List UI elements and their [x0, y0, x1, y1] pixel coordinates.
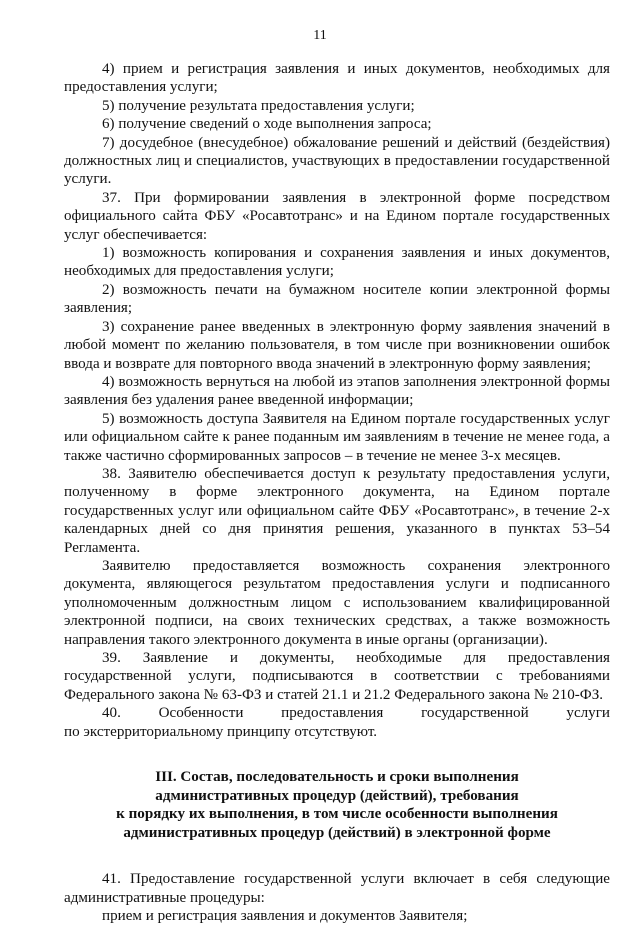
paragraph-37-item-5: 5) возможность доступа Заявителя на Едином портале государственных услуг или официальном сайте к ранее поданным им заявлениям в течение не менее года, а также частично сформированных запросов – в течение не менее 3-х месяцев.	[64, 410, 610, 464]
paragraph-item-7: 7) досудебное (внесудебное) обжалование решений и действий (бездействия) должностных лиц и специалистов, участвующих в предоставлении государственной услуги.	[64, 134, 610, 188]
paragraph-item-4: 4) прием и регистрация заявления и иных документов, необходимых для предоставления услуги;	[64, 61, 610, 96]
section-heading-line: административных процедур (действий), требования	[155, 787, 519, 804]
paragraph-37-item-1: 1) возможность копирования и сохранения заявления и иных документов, необходимых для предоставления услуги;	[64, 245, 610, 280]
paragraph-item-5: 5) получение результата предоставления услуги;	[102, 97, 415, 114]
section-heading-line: III. Состав, последовательность и сроки выполнения	[155, 769, 519, 786]
paragraph-37-item-4: 4) возможность вернуться на любой из этапов заполнения электронной формы заявления без удаления ранее введенной информации;	[64, 373, 610, 409]
document-body	[64, 60, 610, 926]
paragraph-41-item: прием и регистрация заявления и документов Заявителя;	[102, 908, 468, 925]
paragraph-40-line2: по экстерриториальному принципу отсутствуют.	[64, 723, 378, 740]
section-heading	[64, 768, 610, 842]
paragraph-37-item-2: 2) возможность печати на бумажном носителе копии электронной формы заявления;	[64, 281, 610, 317]
paragraph-37: 37. При формировании заявления в электронной форме посредством официального сайта ФБУ «Росавтотранс» и на Едином портале государственных услуг обеспечивается:	[64, 189, 610, 243]
paragraph-item-6: 6) получение сведений о ходе выполнения запроса;	[102, 116, 432, 133]
paragraph-38: 38. Заявителю обеспечивается доступ к результату предоставления услуги, полученному в форме электронного документа, на Едином портале государственных услуг или официальном сайте ФБУ «Росавтотранс», в течение 2-х календарных дней со дня принятия решения, указанного в пунктах 53–54 Регламента.	[64, 465, 610, 556]
paragraph-41: 41. Предоставление государственной услуги включает в себя следующие административные процедуры:	[64, 871, 610, 906]
paragraph-40-line1: 40. Особенности предоставления государственной услуги	[102, 705, 610, 722]
paragraph-38-continued: Заявителю предоставляется возможность сохранения электронного документа, являющегося результатом предоставления услуги и подписанного уполномоченным должностным лицом с использованием квалифицированной электронной подписи, на своих технических средствах, а также возможность направления такого электронного документа в иные органы (организации).	[64, 557, 610, 648]
section-heading-line: административных процедур (действий) в электронной форме	[123, 824, 551, 841]
paragraph-39: 39. Заявление и документы, необходимые для предоставления государственной услуги, подписываются в соответствии с требованиями Федерального закона № 63-ФЗ и статей 21.1 и 21.2 Федерального закона № 210-ФЗ.	[64, 650, 610, 703]
page-number: 11	[313, 28, 327, 43]
section-heading-line: к порядку их выполнения, в том числе особенности выполнения	[116, 806, 558, 823]
paragraph-37-item-3: 3) сохранение ранее введенных в электронную форму заявления значений в любой момент по желанию пользователя, в том числе при возникновении ошибок ввода и возврате для повторного ввода значений в электронную форму заявления;	[64, 318, 610, 372]
